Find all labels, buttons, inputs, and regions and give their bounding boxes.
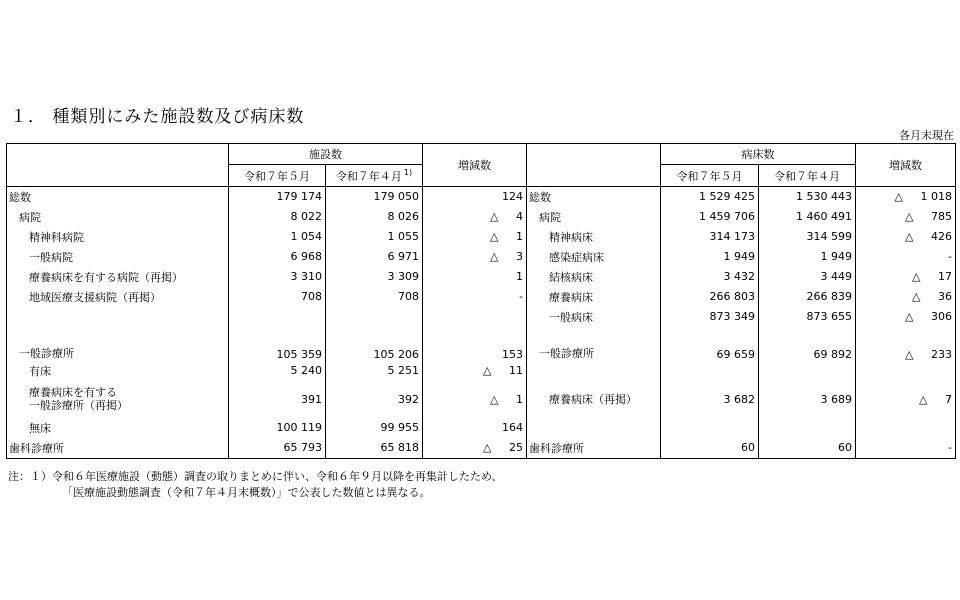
bed-label: 結核病床	[549, 270, 593, 284]
facility-label-cell	[7, 327, 229, 361]
bed-label-cell	[527, 247, 661, 267]
facility-current-value: 105 359	[276, 347, 322, 361]
facility-previous-value: 179 050	[373, 190, 419, 204]
bed-previous-value: 60	[838, 441, 852, 455]
bed-label-cell	[527, 381, 661, 418]
footnote-line-2: 「医療施設動態調査（令和７年４月末概数）」で公表した数値とは異なる。	[62, 486, 431, 499]
facility-label-cell	[7, 361, 229, 381]
facility-current-value: 6 968	[290, 250, 322, 263]
bed-label: 療養病床	[549, 290, 593, 304]
bed-previous-cell	[759, 307, 856, 327]
bed-label: 感染症病床	[549, 250, 604, 264]
facility-previous-cell	[326, 307, 423, 327]
bed-current-cell	[661, 361, 759, 381]
bed-current-cell	[661, 227, 759, 247]
bed-cur-month-header: 令和７年５月	[661, 165, 759, 187]
bed-decrease-mark: △	[912, 290, 921, 303]
page-title: １． 種類別にみた施設数及び病床数	[10, 107, 305, 127]
bed-label-cell	[527, 287, 661, 307]
facility-previous-value: 3 309	[387, 270, 419, 283]
bed-current-cell	[661, 267, 759, 287]
table-row	[7, 187, 956, 207]
bed-previous-value: 1 460 491	[796, 210, 852, 223]
facility-current-cell	[229, 327, 326, 361]
facility-current-cell	[229, 307, 326, 327]
facility-current-cell	[229, 381, 326, 418]
facility-change-value: 4	[516, 210, 523, 223]
bed-change-cell	[856, 187, 956, 207]
bed-change-cell	[856, 438, 956, 459]
bed-previous-cell	[759, 327, 856, 361]
bed-current-cell	[661, 418, 759, 438]
facility-previous-cell	[326, 381, 423, 418]
bed-change-value: 17	[938, 270, 952, 283]
facility-decrease-mark: △	[490, 230, 499, 243]
facility-current-cell	[229, 247, 326, 267]
footnote-line-1: 注：１）令和６年医療施設（動態）調査の取りまとめに伴い、令和６年９月以降を再集計したため、	[8, 470, 503, 483]
bed-change-cell	[856, 381, 956, 418]
facility-label: 無床	[29, 421, 51, 435]
facility-previous-value: 65 818	[380, 441, 419, 455]
bed-current-cell	[661, 247, 759, 267]
bed-change-header: 増減数	[856, 144, 956, 187]
bed-change-cell	[856, 307, 956, 327]
facility-current-value: 708	[301, 290, 322, 303]
bed-decrease-mark: △	[905, 347, 914, 361]
bed-change-value: 36	[938, 290, 952, 303]
facility-current-value: 391	[301, 392, 322, 406]
facility-label-cell	[7, 287, 229, 307]
table-row	[7, 267, 956, 287]
facility-change-value: -	[519, 290, 523, 303]
bed-prev-month-header: 令和７年４月	[759, 165, 856, 187]
prev-month-label: 令和７年４月	[335, 169, 402, 183]
bed-label: 総数	[529, 190, 551, 204]
facility-previous-cell	[326, 227, 423, 247]
bed-label: 歯科診療所	[529, 441, 584, 455]
facilities-header: 施設数	[229, 144, 423, 165]
facility-change-cell	[423, 247, 527, 267]
bed-previous-cell	[759, 207, 856, 227]
bed-current-cell	[661, 187, 759, 207]
as-of-label: 各月末現在	[899, 129, 954, 142]
facility-previous-cell	[326, 361, 423, 381]
bed-change-value: 426	[931, 230, 952, 243]
bed-change-value: 7	[945, 392, 952, 406]
facility-label-header	[7, 144, 229, 187]
facility-label: 療養病床を有する病院（再掲）	[29, 270, 183, 284]
bed-label-cell	[527, 327, 661, 361]
facility-label-cell	[7, 247, 229, 267]
bed-previous-value: 314 599	[806, 230, 852, 243]
bed-change-value: 1 018	[920, 190, 952, 204]
bed-change-value: -	[948, 441, 952, 455]
bed-change-cell	[856, 287, 956, 307]
facility-prev-month-header	[326, 165, 423, 187]
table-row	[7, 418, 956, 438]
beds-header: 病床数	[661, 144, 856, 165]
facility-change-value: 3	[516, 250, 523, 263]
bed-current-value: 3 432	[723, 270, 755, 283]
facility-current-cell	[229, 207, 326, 227]
bed-current-value: 873 349	[709, 310, 755, 323]
bed-current-value: 3 682	[723, 392, 755, 406]
facility-change-cell	[423, 227, 527, 247]
facility-label: 病院	[19, 210, 41, 224]
facility-change-cell	[423, 307, 527, 327]
bed-previous-cell	[759, 267, 856, 287]
bed-change-value: 306	[931, 310, 952, 323]
facility-change-header: 増減数	[423, 144, 527, 187]
facility-change-value: 11	[509, 364, 523, 377]
facility-current-cell	[229, 361, 326, 381]
bed-current-cell	[661, 287, 759, 307]
bed-current-value: 314 173	[709, 230, 755, 243]
table-row	[7, 207, 956, 227]
bed-change-cell	[856, 418, 956, 438]
table-row	[7, 287, 956, 307]
facility-decrease-mark: △	[490, 392, 499, 406]
facility-change-value: 1	[516, 230, 523, 243]
bed-label: 病院	[539, 210, 561, 224]
bed-previous-value: 3 449	[820, 270, 852, 283]
bed-current-cell	[661, 207, 759, 227]
facility-label-cell	[7, 207, 229, 227]
facility-previous-cell	[326, 247, 423, 267]
facility-current-value: 5 240	[290, 364, 322, 377]
facility-current-value: 100 119	[276, 421, 322, 434]
bed-previous-cell	[759, 438, 856, 459]
facility-previous-cell	[326, 438, 423, 459]
table-row	[7, 381, 956, 418]
bed-previous-cell	[759, 187, 856, 207]
bed-change-cell	[856, 227, 956, 247]
bed-label-cell	[527, 267, 661, 287]
bed-previous-value: 266 839	[806, 290, 852, 303]
facility-label: 一般病院	[29, 250, 73, 264]
bed-current-cell	[661, 327, 759, 361]
bed-change-cell	[856, 247, 956, 267]
table-row	[7, 438, 956, 459]
facility-label-cell	[7, 227, 229, 247]
facility-previous-value: 8 026	[387, 210, 419, 223]
facility-change-cell	[423, 267, 527, 287]
bed-decrease-mark: △	[905, 210, 914, 223]
facility-change-cell	[423, 438, 527, 459]
bed-current-value: 60	[741, 441, 755, 455]
bed-previous-value: 69 892	[813, 347, 852, 361]
bed-label: 一般病床	[549, 310, 593, 324]
facility-change-value: 25	[509, 441, 523, 455]
facility-previous-value: 99 955	[380, 421, 419, 434]
bed-label-cell	[527, 227, 661, 247]
bed-current-cell	[661, 307, 759, 327]
facility-bed-table	[6, 143, 956, 459]
facility-previous-cell	[326, 327, 423, 361]
facility-current-value: 65 793	[283, 441, 322, 455]
table-row	[7, 361, 956, 381]
bed-previous-cell	[759, 381, 856, 418]
bed-previous-value: 873 655	[806, 310, 852, 323]
facility-current-cell	[229, 267, 326, 287]
facility-change-cell	[423, 381, 527, 418]
bed-current-cell	[661, 438, 759, 459]
footnotes	[8, 469, 503, 501]
facility-label: 歯科診療所	[9, 441, 64, 455]
facility-previous-cell	[326, 187, 423, 207]
facility-current-cell	[229, 418, 326, 438]
facility-change-cell	[423, 207, 527, 227]
facility-change-cell	[423, 287, 527, 307]
facility-current-value: 1 054	[290, 230, 322, 243]
facility-previous-value: 392	[398, 392, 419, 406]
table-row	[7, 227, 956, 247]
bed-decrease-mark: △	[905, 230, 914, 243]
facility-previous-value: 1 055	[387, 230, 419, 243]
facility-current-cell	[229, 227, 326, 247]
bed-previous-value: 1 530 443	[796, 190, 852, 204]
facility-label-cell	[7, 307, 229, 327]
bed-label-cell	[527, 187, 661, 207]
bed-change-value: 233	[931, 347, 952, 361]
bed-label-cell	[527, 418, 661, 438]
facility-previous-cell	[326, 207, 423, 227]
bed-change-value: -	[948, 250, 952, 263]
bed-previous-cell	[759, 418, 856, 438]
bed-change-cell	[856, 267, 956, 287]
bed-previous-cell	[759, 287, 856, 307]
bed-current-value: 1 529 425	[699, 190, 755, 204]
bed-change-cell	[856, 361, 956, 381]
bed-label: 療養病床（再掲）	[549, 393, 637, 406]
table-row	[7, 307, 956, 327]
facility-label: 一般診療所	[19, 346, 74, 360]
bed-label: 精神病床	[549, 230, 593, 244]
facility-previous-value: 5 251	[387, 364, 419, 377]
bed-change-cell	[856, 327, 956, 361]
facility-decrease-mark: △	[490, 210, 499, 223]
bed-previous-value: 3 689	[820, 392, 852, 406]
facility-decrease-mark: △	[483, 364, 492, 377]
facility-previous-cell	[326, 418, 423, 438]
facility-decrease-mark: △	[483, 441, 492, 455]
bed-decrease-mark: △	[912, 270, 921, 283]
facility-change-value: 153	[502, 347, 523, 361]
facility-change-value: 1	[516, 392, 523, 406]
facility-label: 地域医療支援病院（再掲）	[29, 290, 161, 304]
table-row	[7, 247, 956, 267]
bed-current-value: 1 459 706	[699, 210, 755, 223]
facility-label-cell	[7, 438, 229, 459]
bed-current-cell	[661, 381, 759, 418]
facility-change-value: 164	[502, 421, 523, 434]
bed-label-cell	[527, 438, 661, 459]
bed-label-cell	[527, 207, 661, 227]
table-row	[7, 327, 956, 361]
bed-decrease-mark: △	[919, 392, 928, 406]
facility-label-cell	[7, 267, 229, 287]
facility-current-cell	[229, 287, 326, 307]
facility-current-cell	[229, 187, 326, 207]
bed-previous-cell	[759, 247, 856, 267]
facility-label: 有床	[29, 364, 51, 378]
facility-label: 精神科病院	[29, 230, 84, 244]
facility-label-cell	[7, 418, 229, 438]
facility-previous-value: 6 971	[387, 250, 419, 263]
bed-decrease-mark: △	[905, 310, 914, 323]
footnote-marker: 1)	[403, 167, 413, 177]
facility-label: 療養病床を有する	[29, 386, 117, 399]
facility-change-cell	[423, 418, 527, 438]
facility-label-line2: 一般診療所（再掲）	[29, 399, 128, 412]
bed-label-cell	[527, 307, 661, 327]
bed-decrease-mark: △	[894, 190, 903, 204]
facility-current-value: 179 174	[276, 190, 322, 204]
bed-change-cell	[856, 207, 956, 227]
bed-label-cell	[527, 361, 661, 381]
facility-current-cell	[229, 438, 326, 459]
bed-current-value: 1 949	[723, 250, 755, 263]
facility-change-cell	[423, 327, 527, 361]
bed-label: 一般診療所	[539, 346, 594, 360]
bed-change-value: 785	[931, 210, 952, 223]
bed-previous-cell	[759, 361, 856, 381]
facility-previous-value: 105 206	[373, 347, 419, 361]
facility-previous-cell	[326, 287, 423, 307]
bed-current-value: 69 659	[716, 347, 755, 361]
facility-label-cell	[7, 187, 229, 207]
facility-label: 総数	[9, 190, 31, 204]
bed-label-header	[527, 144, 661, 187]
facility-change-cell	[423, 187, 527, 207]
facility-label-cell	[7, 381, 229, 418]
bed-previous-cell	[759, 227, 856, 247]
facility-cur-month-header: 令和７年５月	[229, 165, 326, 187]
bed-previous-value: 1 949	[820, 250, 852, 263]
facility-decrease-mark: △	[490, 250, 499, 263]
facility-current-value: 3 310	[290, 270, 322, 283]
facility-previous-cell	[326, 267, 423, 287]
facility-current-value: 8 022	[290, 210, 322, 223]
facility-change-cell	[423, 361, 527, 381]
facility-change-value: 124	[502, 190, 523, 204]
bed-current-value: 266 803	[709, 290, 755, 303]
facility-change-value: 1	[516, 270, 523, 283]
facility-previous-value: 708	[398, 290, 419, 303]
